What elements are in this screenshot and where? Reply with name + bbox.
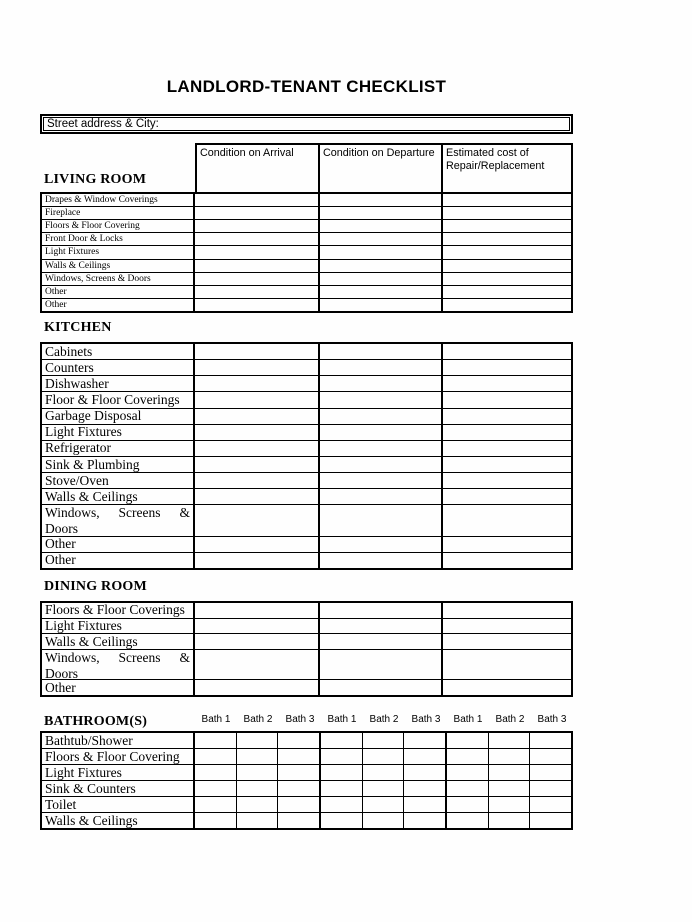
cost-cell <box>443 603 571 618</box>
bath-cell <box>447 813 489 828</box>
table-row <box>42 424 571 440</box>
column-header-departure: Condition on Departure <box>320 145 443 192</box>
departure-cell <box>320 603 443 618</box>
arrival-cell <box>195 344 320 359</box>
row-label-line2: Doors <box>45 521 78 536</box>
departure-cell <box>320 246 443 258</box>
bathrooms-table <box>40 731 573 830</box>
bath-cell <box>404 749 447 764</box>
cost-cell <box>443 220 571 232</box>
bath-column-header: Bath 2 <box>495 714 525 725</box>
departure-cell <box>320 619 443 634</box>
bath-cell <box>278 733 321 748</box>
row-label: Drapes & Window Coverings <box>42 194 195 206</box>
bath-cell <box>404 813 447 828</box>
arrival-cell <box>195 505 320 535</box>
bath-cell <box>530 797 571 812</box>
cost-cell <box>443 360 571 375</box>
arrival-cell <box>195 634 320 649</box>
cost-cell <box>443 409 571 424</box>
bath-cell <box>195 781 237 796</box>
table-row <box>42 259 571 272</box>
bath-column-header: Bath 2 <box>369 714 399 725</box>
row-label: Refrigerator <box>42 441 195 456</box>
arrival-cell <box>195 650 320 679</box>
table-row <box>42 679 571 695</box>
bath-cell <box>195 749 237 764</box>
bath-cell <box>489 797 531 812</box>
section-heading-bathrooms: BATHROOM(S) <box>44 714 148 729</box>
street-address-field <box>40 114 573 134</box>
row-label: Floors & Floor Covering <box>42 749 195 764</box>
cost-cell <box>443 650 571 679</box>
row-label: Cabinets <box>42 344 195 359</box>
bath-cell <box>489 733 531 748</box>
row-label <box>42 505 195 535</box>
cost-cell <box>443 260 571 272</box>
departure-cell <box>320 505 443 535</box>
arrival-cell <box>195 233 320 245</box>
table-row <box>42 504 571 535</box>
table-row <box>42 272 571 285</box>
bath-cell <box>321 813 363 828</box>
table-row <box>42 780 571 796</box>
bath-column-header: Bath 3 <box>285 714 315 725</box>
bath-cell <box>321 749 363 764</box>
cost-cell <box>443 425 571 440</box>
bath-cell <box>195 733 237 748</box>
row-label: Other <box>42 286 195 298</box>
bath-cell <box>530 781 571 796</box>
cost-cell <box>443 246 571 258</box>
bath-cell <box>195 765 237 780</box>
row-label: Dishwasher <box>42 376 195 391</box>
row-label: Stove/Oven <box>42 473 195 488</box>
row-label: Walls & Ceilings <box>42 813 195 828</box>
arrival-cell <box>195 220 320 232</box>
cost-cell <box>443 233 571 245</box>
bath-cell <box>321 797 363 812</box>
row-label: Counters <box>42 360 195 375</box>
arrival-cell <box>195 603 320 618</box>
cost-cell <box>443 392 571 407</box>
column-header-arrival: Condition on Arrival <box>197 145 320 192</box>
row-label-line1: Windows, Screens & <box>45 650 190 666</box>
arrival-cell <box>195 392 320 407</box>
departure-cell <box>320 553 443 568</box>
row-label: Other <box>42 537 195 552</box>
bath-cell <box>363 733 405 748</box>
bath-cell <box>363 781 405 796</box>
arrival-cell <box>195 286 320 298</box>
table-row <box>42 536 571 552</box>
cost-cell <box>443 473 571 488</box>
departure-cell <box>320 299 443 311</box>
cost-cell <box>443 376 571 391</box>
bath-cell <box>363 797 405 812</box>
arrival-cell <box>195 260 320 272</box>
departure-cell <box>320 207 443 219</box>
cost-cell <box>443 286 571 298</box>
arrival-cell <box>195 273 320 285</box>
bath-cell <box>447 765 489 780</box>
table-row <box>42 733 571 748</box>
row-label: Floor & Floor Coverings <box>42 392 195 407</box>
row-label-line2: Doors <box>45 666 78 680</box>
departure-cell <box>320 273 443 285</box>
bath-cell <box>278 797 321 812</box>
row-label: Toilet <box>42 797 195 812</box>
bath-cell <box>447 781 489 796</box>
bath-cell <box>530 749 571 764</box>
table-row <box>42 618 571 634</box>
bath-cell <box>447 733 489 748</box>
departure-cell <box>320 441 443 456</box>
arrival-cell <box>195 553 320 568</box>
bath-cell <box>363 813 405 828</box>
cost-cell <box>443 634 571 649</box>
bath-cell <box>321 781 363 796</box>
bath-cell <box>237 781 279 796</box>
cost-cell <box>443 344 571 359</box>
arrival-cell <box>195 246 320 258</box>
table-row <box>42 285 571 298</box>
bath-cell <box>447 797 489 812</box>
row-label: Fireplace <box>42 207 195 219</box>
section-heading-dining-room: DINING ROOM <box>44 579 147 594</box>
departure-cell <box>320 473 443 488</box>
row-label: Garbage Disposal <box>42 409 195 424</box>
dining-room-table <box>40 601 573 697</box>
bath-column-header: Bath 1 <box>201 714 231 725</box>
table-row <box>42 552 571 568</box>
bath-column-header: Bath 3 <box>411 714 441 725</box>
bath-cell <box>363 765 405 780</box>
row-label: Sink & Counters <box>42 781 195 796</box>
bath-cell <box>195 797 237 812</box>
arrival-cell <box>195 409 320 424</box>
departure-cell <box>320 360 443 375</box>
departure-cell <box>320 220 443 232</box>
table-row <box>42 603 571 618</box>
bath-cell <box>404 797 447 812</box>
arrival-cell <box>195 299 320 311</box>
table-row <box>42 194 571 206</box>
bath-cell <box>195 813 237 828</box>
bath-cell <box>278 813 321 828</box>
bath-column-header: Bath 3 <box>537 714 567 725</box>
table-row <box>42 456 571 472</box>
bath-cell <box>237 749 279 764</box>
table-row <box>42 633 571 649</box>
bath-cell <box>321 765 363 780</box>
table-row <box>42 206 571 219</box>
row-label: Floors & Floor Coverings <box>42 603 195 618</box>
departure-cell <box>320 457 443 472</box>
bath-cell <box>530 765 571 780</box>
cost-cell <box>443 299 571 311</box>
bath-cell <box>404 733 447 748</box>
cost-cell <box>443 537 571 552</box>
row-label: Other <box>42 553 195 568</box>
table-row <box>42 375 571 391</box>
bath-cell <box>447 749 489 764</box>
arrival-cell <box>195 425 320 440</box>
arrival-cell <box>195 619 320 634</box>
bath-cell <box>237 813 279 828</box>
bath-cell <box>237 797 279 812</box>
bath-cell <box>363 749 405 764</box>
bath-cell <box>489 781 531 796</box>
table-row <box>42 812 571 828</box>
arrival-cell <box>195 680 320 695</box>
row-label: Sink & Plumbing <box>42 457 195 472</box>
cost-cell <box>443 273 571 285</box>
arrival-cell <box>195 207 320 219</box>
departure-cell <box>320 409 443 424</box>
arrival-cell <box>195 537 320 552</box>
table-row <box>42 359 571 375</box>
row-label: Front Door & Locks <box>42 233 195 245</box>
cost-cell <box>443 441 571 456</box>
table-row <box>42 219 571 232</box>
departure-cell <box>320 650 443 679</box>
cost-cell <box>443 553 571 568</box>
section-heading-kitchen: KITCHEN <box>44 320 112 335</box>
departure-cell <box>320 376 443 391</box>
departure-cell <box>320 634 443 649</box>
table-row <box>42 764 571 780</box>
bath-column-header: Bath 1 <box>453 714 483 725</box>
table-row <box>42 796 571 812</box>
row-label: Light Fixtures <box>42 246 195 258</box>
table-row <box>42 472 571 488</box>
departure-cell <box>320 537 443 552</box>
departure-cell <box>320 425 443 440</box>
row-label-line1: Windows, Screens & <box>45 505 190 521</box>
table-row <box>42 748 571 764</box>
bath-cell <box>489 813 531 828</box>
row-label: Bathtub/Shower <box>42 733 195 748</box>
cost-cell <box>443 680 571 695</box>
bath-cell <box>530 733 571 748</box>
bath-cell <box>404 781 447 796</box>
arrival-cell <box>195 473 320 488</box>
street-address-label: Street address & City: <box>43 117 570 131</box>
bath-cell <box>489 765 531 780</box>
table-row <box>42 488 571 504</box>
departure-cell <box>320 286 443 298</box>
table-row <box>42 408 571 424</box>
arrival-cell <box>195 489 320 504</box>
cost-cell <box>443 505 571 535</box>
bath-cell <box>278 749 321 764</box>
table-row <box>42 245 571 258</box>
departure-cell <box>320 260 443 272</box>
row-label: Windows, Screens & Doors <box>42 273 195 285</box>
departure-cell <box>320 489 443 504</box>
departure-cell <box>320 392 443 407</box>
arrival-cell <box>195 376 320 391</box>
arrival-cell <box>195 360 320 375</box>
row-label: Light Fixtures <box>42 765 195 780</box>
arrival-cell <box>195 457 320 472</box>
bath-cell <box>321 733 363 748</box>
row-label: Light Fixtures <box>42 425 195 440</box>
row-label: Walls & Ceilings <box>42 489 195 504</box>
departure-cell <box>320 233 443 245</box>
bath-cell <box>404 765 447 780</box>
row-label: Walls & Ceilings <box>42 634 195 649</box>
bath-cell <box>530 813 571 828</box>
bath-column-headers <box>195 714 573 725</box>
departure-cell <box>320 194 443 206</box>
row-label: Floors & Floor Covering <box>42 220 195 232</box>
bath-cell <box>489 749 531 764</box>
cost-cell <box>443 194 571 206</box>
kitchen-table <box>40 342 573 570</box>
bath-column-header: Bath 2 <box>243 714 273 725</box>
row-label <box>42 650 195 679</box>
departure-cell <box>320 344 443 359</box>
cost-cell <box>443 457 571 472</box>
bath-cell <box>237 765 279 780</box>
bath-cell <box>237 733 279 748</box>
bath-column-header: Bath 1 <box>327 714 357 725</box>
table-row <box>42 440 571 456</box>
departure-cell <box>320 680 443 695</box>
arrival-cell <box>195 441 320 456</box>
condition-columns-header <box>195 143 573 192</box>
cost-cell <box>443 619 571 634</box>
row-label: Walls & Ceilings <box>42 260 195 272</box>
bath-cell <box>278 781 321 796</box>
table-row <box>42 344 571 359</box>
row-label: Other <box>42 680 195 695</box>
row-label: Other <box>42 299 195 311</box>
form-title: LANDLORD-TENANT CHECKLIST <box>166 77 447 96</box>
column-header-cost: Estimated cost of Repair/Replacement <box>446 147 545 172</box>
cost-cell <box>443 489 571 504</box>
section-heading-living-room: LIVING ROOM <box>44 172 147 187</box>
cost-cell <box>443 207 571 219</box>
arrival-cell <box>195 194 320 206</box>
table-row <box>42 649 571 679</box>
table-row <box>42 298 571 311</box>
table-row <box>42 232 571 245</box>
bath-cell <box>278 765 321 780</box>
living-room-table <box>40 192 573 313</box>
table-row <box>42 391 571 407</box>
row-label: Light Fixtures <box>42 619 195 634</box>
